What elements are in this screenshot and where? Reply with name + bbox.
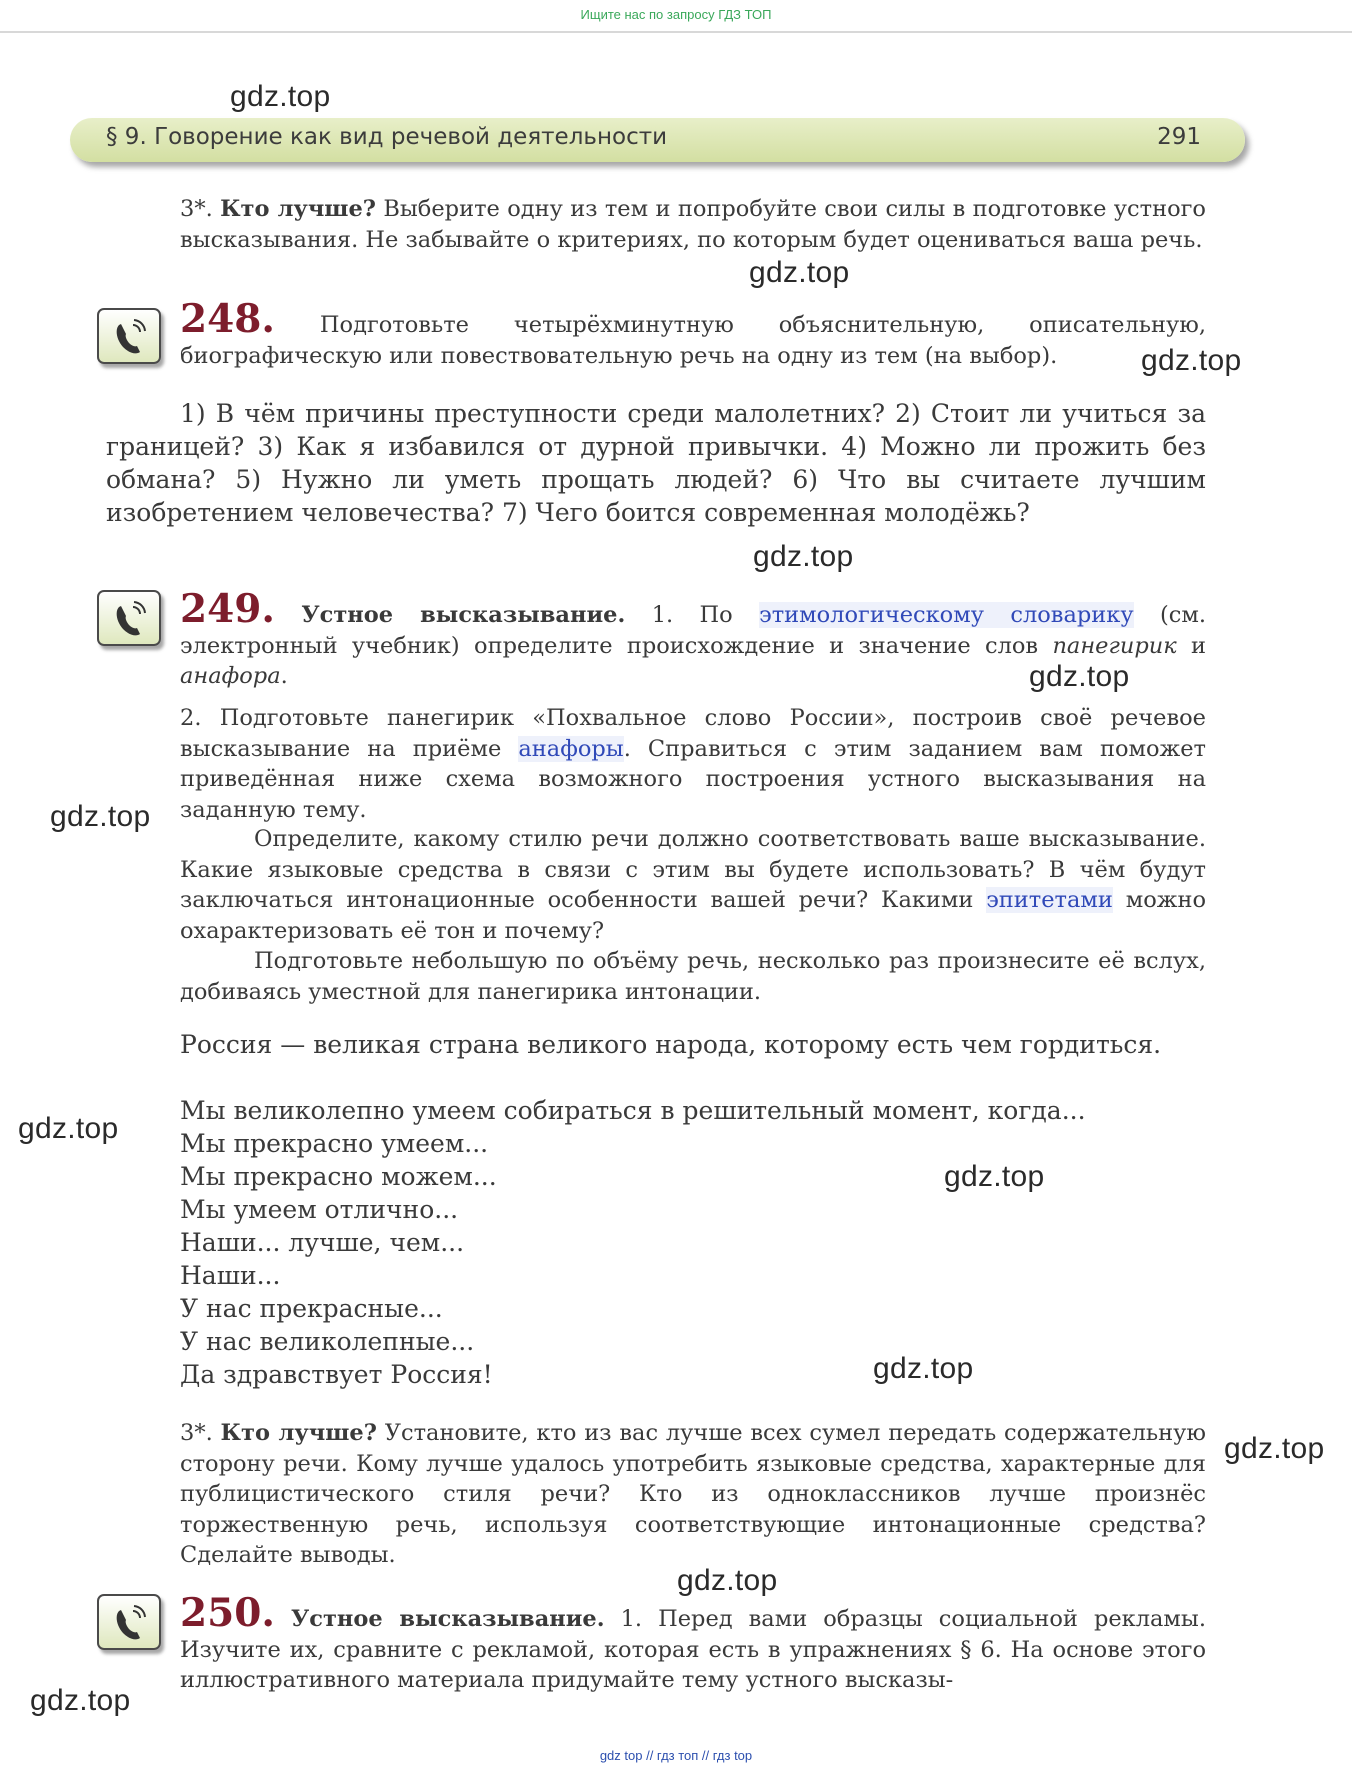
exercise-number: 249.	[180, 586, 275, 632]
speech-lines	[180, 1094, 1210, 1391]
watermark: gdz.top	[873, 1352, 974, 1385]
exercise-text: и	[1191, 632, 1207, 659]
watermark: gdz.top	[1029, 660, 1130, 693]
exercise-249-part3	[180, 824, 1206, 946]
task-block-1	[180, 194, 1206, 255]
watermark: gdz.top	[18, 1112, 119, 1145]
exercise-250	[180, 1590, 1206, 1696]
watermark: gdz.top	[1141, 344, 1242, 377]
exercise-text: Определите, какому стилю речи должно соответствовать ваше высказывание. Какие языковые средства в связи с этим вы будете использовать? В чём будут заключаться интонационные особенности вашей речи? Какими	[180, 826, 1206, 913]
exercise-text: 2. Подготовьте панегирик «Похвальное слово России», построив своё речевое высказывание на приёме	[180, 705, 1206, 762]
speech-line: Мы прекрасно умеем...	[180, 1129, 489, 1158]
term-anaphora: анафора	[180, 663, 281, 689]
etymology-dictionary-link[interactable]: этимологическому словарику	[759, 602, 1134, 628]
speech-intro: Россия — великая страна великого народа, которому есть чем гордиться.	[180, 1030, 1162, 1059]
watermark: gdz.top	[30, 1684, 131, 1717]
exercise-text: 1. Перед вами образцы социальной рекламы. Изучите их, сравните с рекламой, которая есть в упражнениях § 6. На основе этого иллюстративного материала придумайте тему устного высказы-	[180, 1606, 1206, 1693]
exercise-number: 248.	[180, 296, 275, 342]
speech-line: У нас великолепные...	[180, 1327, 475, 1356]
epithets-link[interactable]: эпитетами	[986, 887, 1113, 913]
exercise-text: . Справиться с этим заданием вам поможет приведённая ниже схема возможного построения устного высказывания на заданную тему.	[180, 735, 1207, 823]
page-number: 291	[1157, 124, 1201, 150]
speech-line: У нас прекрасные...	[180, 1294, 443, 1323]
speech-icon	[97, 1594, 161, 1650]
speech-line: Наши... лучше, чем...	[180, 1228, 465, 1257]
task-text: Выберите одну из тем и попробуйте свои силы в подготовке устного высказывания. Не забывайте о критериях, по которым будет оцениваться ваша речь.	[180, 196, 1206, 253]
exercise-249-part5	[180, 1418, 1206, 1571]
task-title: Кто лучше?	[220, 1420, 377, 1446]
footer-links: gdz top // гдз топ // гдз top	[599, 1748, 753, 1763]
task-label: 3*.	[180, 196, 213, 222]
term-panegyric: панегирик	[1052, 632, 1177, 659]
exercise-title: Устное высказывание.	[291, 1606, 605, 1632]
exercise-text: 1. По	[651, 602, 733, 628]
watermark: gdz.top	[944, 1160, 1045, 1193]
exercise-text: Подготовьте четырёхминутную объяснительную, описательную, биографическую или повествовательную речь на одну из тем (на выбор).	[180, 312, 1206, 369]
watermark: gdz.top	[677, 1564, 778, 1597]
speech-icon	[97, 308, 161, 364]
speech-line: Наши...	[180, 1261, 281, 1290]
section-header	[70, 118, 1245, 162]
exercise-text: (см. электронный учебник) определите происхождение и значение слов	[180, 602, 1207, 659]
exercise-text: .	[280, 663, 288, 689]
exercise-text: можно охарактеризовать её тон и почему?	[180, 887, 1206, 944]
exercise-248-topics: 1) В чём причины преступности среди малолетних? 2) Стоит ли учиться за границей? 3) Как я избавился от дурной привычки. 4) Можно ли прожить без обмана? 5) Нужно ли уметь прощать людей? 6) Что вы считаете лучшим изобретением человечества? 7) Чего боится современная молодёжь?	[106, 399, 1206, 527]
top-banner	[0, 0, 1352, 33]
section-title: § 9. Говорение как вид речевой деятельности	[106, 124, 668, 150]
speech-line: Мы умеем отлично...	[180, 1195, 459, 1224]
watermark: gdz.top	[749, 256, 850, 289]
exercise-249-part2	[180, 703, 1206, 825]
watermark: gdz.top	[1224, 1432, 1325, 1465]
watermark: gdz.top	[50, 800, 151, 833]
speech-line: Мы великолепно умеем собираться в решительный момент, когда...	[180, 1096, 1086, 1125]
anaphora-link[interactable]: анафоры	[518, 735, 624, 762]
watermark: gdz.top	[753, 540, 854, 573]
task-title: Кто лучше?	[220, 196, 376, 222]
task-label: 3*.	[180, 1420, 213, 1446]
exercise-248-task	[180, 296, 1206, 371]
speech-line: Да здравствует Россия!	[180, 1360, 493, 1389]
speech-icon	[97, 590, 161, 646]
task-text: Установите, кто из вас лучше всех сумел передать содержательную сторону речи. Кому лучше удалось употребить языковые средства, характерные для публицистического стиля речи? Кто из одноклассников лучше произнёс торжественную речь, используя соответствующие интонационные средства? Сделайте выводы.	[180, 1420, 1206, 1568]
exercise-title: Устное высказывание.	[301, 602, 626, 628]
watermark: gdz.top	[230, 80, 331, 113]
top-banner-text: Ищите нас по запросу ГДЗ ТОП	[580, 7, 772, 22]
exercise-number: 250.	[180, 1590, 275, 1636]
speech-line: Мы прекрасно можем...	[180, 1162, 497, 1191]
exercise-249-part4: Подготовьте небольшую по объёму речь, несколько раз произнесите её вслух, добиваясь уместной для панегирика интонации.	[180, 948, 1206, 1005]
